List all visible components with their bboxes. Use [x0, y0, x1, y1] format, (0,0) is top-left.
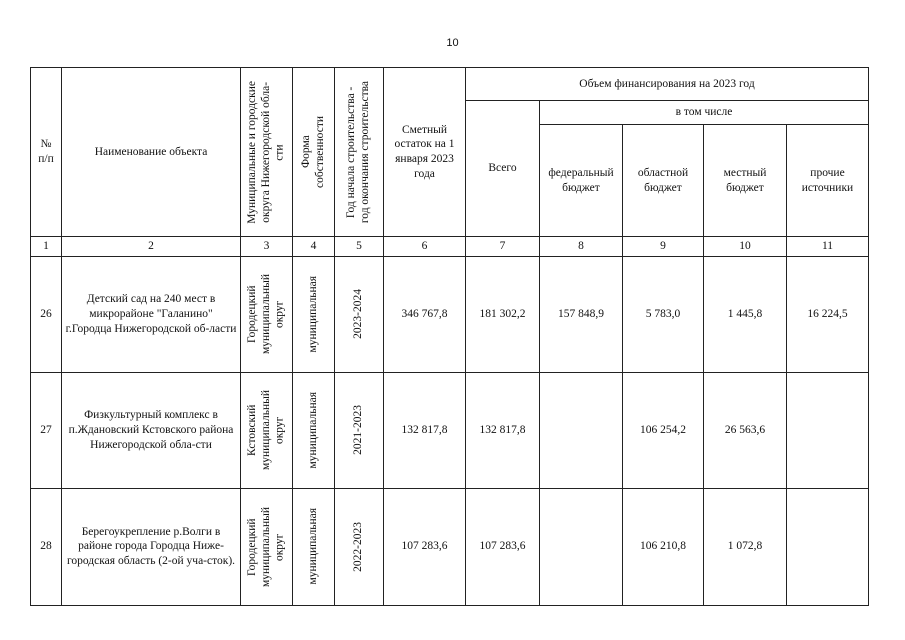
col-number: 11 — [787, 237, 869, 257]
local-value: 26 563,6 — [704, 372, 787, 488]
col-number: 7 — [466, 237, 540, 257]
row-number: 26 — [31, 256, 62, 372]
total-value: 107 283,6 — [466, 488, 540, 605]
regional-value: 5 783,0 — [623, 256, 704, 372]
district-cell: Городецкий муниципальный округ — [241, 488, 293, 605]
header-other: прочие источники — [787, 125, 869, 237]
regional-value: 106 254,2 — [623, 372, 704, 488]
years-cell: 2022-2023 — [335, 488, 384, 605]
row-number: 27 — [31, 372, 62, 488]
balance-value: 107 283,6 — [384, 488, 466, 605]
col-number: 8 — [540, 237, 623, 257]
balance-value: 132 817,8 — [384, 372, 466, 488]
table-row — [31, 372, 869, 488]
ownership-cell: муниципальная — [293, 256, 335, 372]
col-number: 1 — [31, 237, 62, 257]
header-name: Наименование объекта — [62, 68, 241, 237]
col-number: 5 — [335, 237, 384, 257]
regional-value: 106 210,8 — [623, 488, 704, 605]
header-district: Муниципальные и городские округа Нижегородской обла- сти — [241, 68, 293, 237]
header-years: Год начала строительства - год окончания строительства — [335, 68, 384, 237]
object-name: Детский сад на 240 мест в микрорайоне "Галанино" г.Городца Нижегородской об-ласти — [62, 256, 241, 372]
total-value: 181 302,2 — [466, 256, 540, 372]
table-row — [31, 256, 869, 372]
local-value: 1 072,8 — [704, 488, 787, 605]
col-number: 9 — [623, 237, 704, 257]
column-number-row — [31, 237, 869, 257]
balance-value: 346 767,8 — [384, 256, 466, 372]
years-cell: 2023-2024 — [335, 256, 384, 372]
federal-value — [540, 488, 623, 605]
header-ownership: Форма собственности — [293, 68, 335, 237]
header-regional: областной бюджет — [623, 125, 704, 237]
local-value: 1 445,8 — [704, 256, 787, 372]
total-value: 132 817,8 — [466, 372, 540, 488]
object-name: Берегоукрепление р.Волги в районе города Городца Ниже-городская область (2-ой уча-сток). — [62, 488, 241, 605]
row-number: 28 — [31, 488, 62, 605]
header-total: Всего — [466, 101, 540, 237]
ownership-cell: муниципальная — [293, 372, 335, 488]
other-value — [787, 372, 869, 488]
district-cell: Кстовский муниципальный округ — [241, 372, 293, 488]
federal-value: 157 848,9 — [540, 256, 623, 372]
header-including: в том числе — [540, 101, 869, 125]
header-balance: Сметный остаток на 1 января 2023 года — [384, 68, 466, 237]
years-cell: 2021-2023 — [335, 372, 384, 488]
other-value: 16 224,5 — [787, 256, 869, 372]
header-funding: Объем финансирования на 2023 год — [466, 68, 869, 101]
other-value — [787, 488, 869, 605]
col-number: 4 — [293, 237, 335, 257]
ownership-cell: муниципальная — [293, 488, 335, 605]
col-number: 6 — [384, 237, 466, 257]
funding-table — [30, 67, 869, 606]
col-number: 3 — [241, 237, 293, 257]
object-name: Физкультурный комплекс в п.Ждановский Кстовского района Нижегородской обла-сти — [62, 372, 241, 488]
col-number: 2 — [62, 237, 241, 257]
district-cell: Городецкий муниципальный округ — [241, 256, 293, 372]
page-number: 10 — [446, 37, 459, 49]
header-federal: федеральный бюджет — [540, 125, 623, 237]
col-number: 10 — [704, 237, 787, 257]
header-local: местный бюджет — [704, 125, 787, 237]
table-row — [31, 488, 869, 605]
header-num: № п/п — [31, 68, 62, 237]
federal-value — [540, 372, 623, 488]
